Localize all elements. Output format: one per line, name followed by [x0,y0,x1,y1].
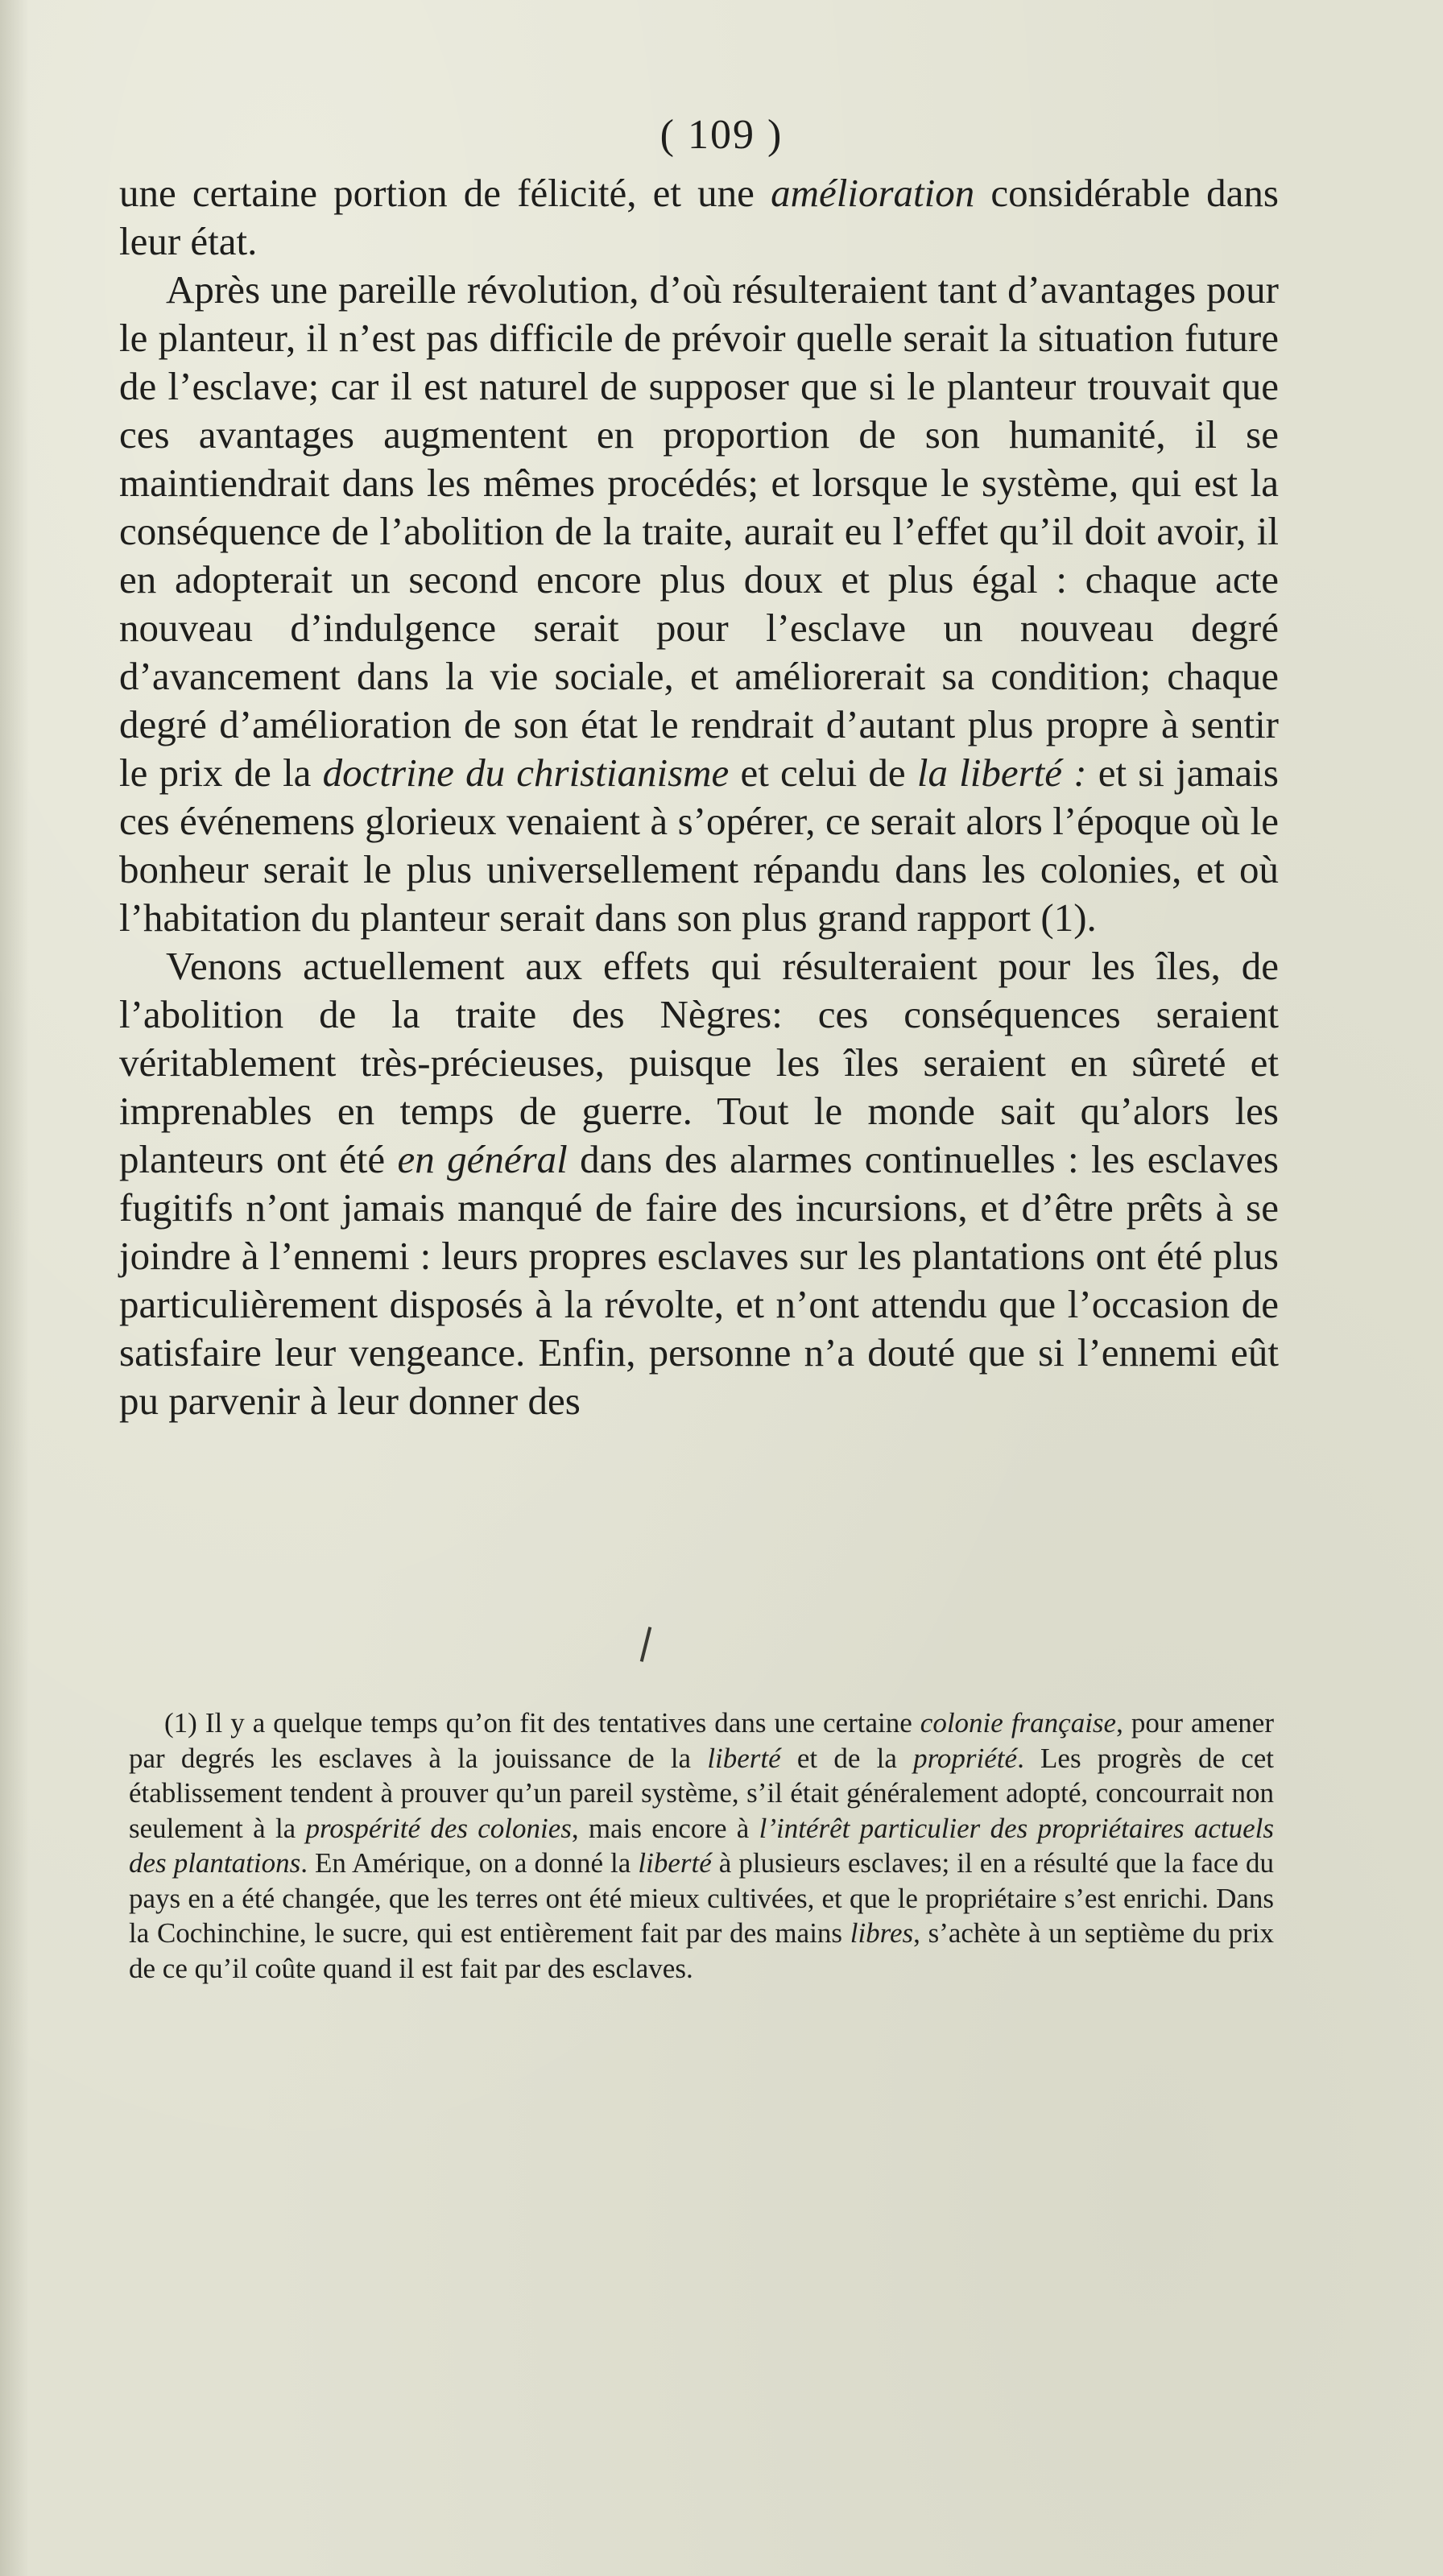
text-run: (1) Il y a quelque temps qu’on fit des tentatives dans une certaine [164,1707,920,1739]
italic-run: la liberté : [916,750,1087,795]
paragraph-1 [119,169,1279,266]
italic-run: liberté [638,1847,712,1879]
text-run: . En Amérique, on a donné la [300,1847,639,1879]
italic-run: en général [397,1137,568,1181]
paragraph-3 [119,942,1279,1425]
text-run: considérable dans leur état. [119,171,1279,263]
italic-run: colonie française [920,1707,1117,1739]
footnote-paragraph [129,1706,1274,1986]
italic-run: liberté [707,1742,781,1774]
text-run: Venons actuellement aux effets qui résulteraient pour les îles, de l’abolition de la traite des Nègres: ces conséquences seraient véritablement très-précieuses, puisque les îles seraient en sûreté et imprenables en temps de guerre. Tout le monde sait qu’alors les planteurs ont été [119,944,1279,1181]
paragraph-2 [119,266,1279,942]
main-text [119,169,1279,1425]
italic-run: prospérité des colonies [305,1812,572,1844]
italic-run: l’intérêt particulier des propriétaires actuels des plantations [129,1812,1275,1879]
italic-run: amélioration [771,171,975,215]
text-run: , pour amener par degrés les esclaves à la jouissance de la [129,1707,1274,1774]
text-run: dans des alarmes continuelles : les esclaves fugitifs n’ont jamais manqué de faire des incursions, et d’être prêts à se joindre à l’ennemi : leurs propres esclaves sur les plantations ont été plus particulièrement disposés à la révolte, et n’ont attendu que l’occasion de satisfaire leur vengeance. Enfin, personne n’a douté que si l’ennemi eût pu parvenir à leur donner des [119,1137,1279,1423]
italic-run: doctrine du christianisme [322,750,730,795]
page-number: ( 109 ) [659,112,784,158]
text-run: une certaine portion de félicité, et une [119,171,771,215]
text-run: et si jamais ces événemens glorieux venaient à s’opérer, ce serait alors l’époque où le bonheur serait le plus universellement répandu dans les colonies, et où l’habitation du planteur serait dans son plus grand rapport (1). [119,750,1279,940]
text-run: , mais encore à [571,1812,759,1844]
italic-run: propriété [913,1742,1018,1774]
text-run: . Les progrès de cet établissement tendent à prouver qu’un pareil système, s’il était généralement adopté, concourrait non seulement à la [129,1742,1274,1844]
text-run: , s’achète à un septième du prix de ce qu’il coûte quand il est fait par des esclaves. [129,1917,1275,1984]
text-run: à plusieurs esclaves; il en a résulté que la face du pays en a été changée, que les terres ont été mieux cultivées, et que le propriétaire s’est enrichi. Dans la Cochinchine, le sucre, qui est entièrement fait par des mains [129,1847,1274,1949]
text-run: et celui de [729,750,917,795]
footnote [129,1706,1274,1986]
footnote-separator-mark [640,1627,652,1662]
text-run: et de la [780,1742,914,1774]
page-gutter-shadow [0,0,29,2576]
italic-run: libres [850,1917,914,1949]
text-run: Après une pareille révolution, d’où résulteraient tant d’avantages pour le planteur, il n’est pas difficile de prévoir quelle serait la situation future de l’esclave; car il est naturel de supposer que si le planteur trouvait que ces avantages augmentent en proportion de son humanité, il se maintiendrait dans les mêmes procédés; et lorsque le système, qui est la conséquence de l’abolition de la traite, aurait eu l’effet qu’il doit avoir, il en adopterait un second encore plus doux et plus égal : chaque acte nouveau d’indulgence serait pour l’esclave un nouveau degré d’avancement dans la vie sociale, et améliorerait sa condition; chaque degré d’amélioration de son état le rendrait d’autant plus propre à sentir le prix de la [119,267,1279,795]
